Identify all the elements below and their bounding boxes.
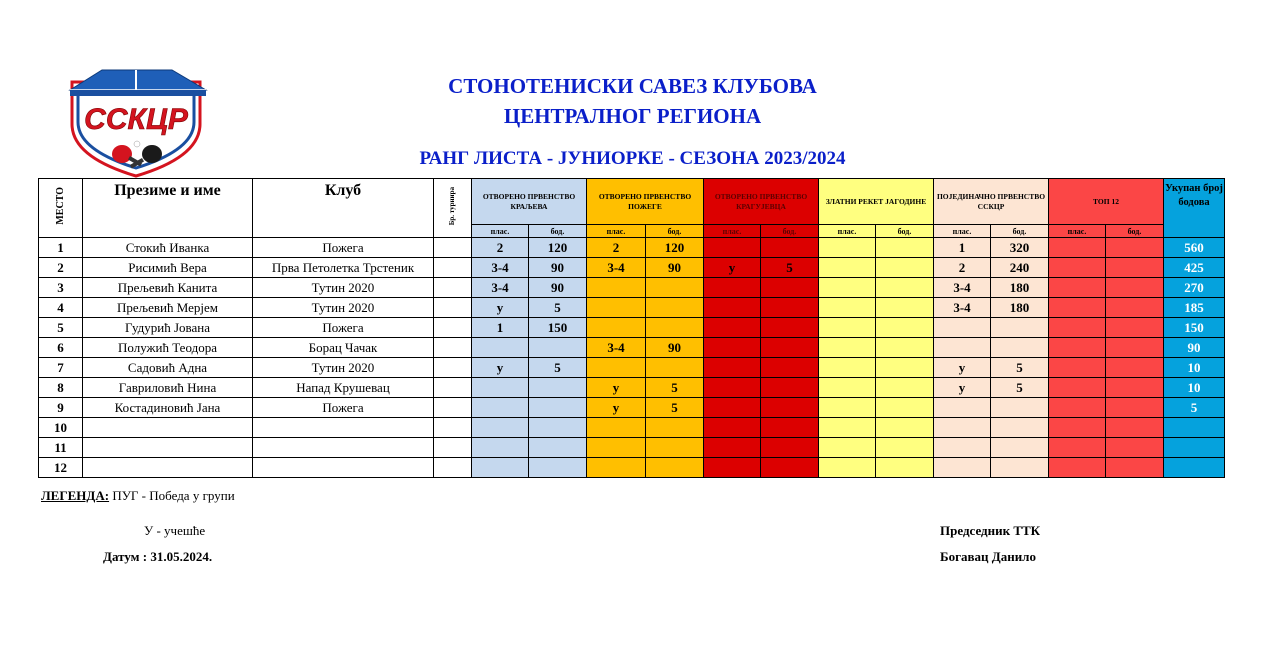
rank-header: МЕСТО — [39, 179, 83, 238]
rank-cell: 1 — [39, 238, 83, 258]
sub-header-place: плас. — [704, 225, 761, 238]
place-cell — [472, 378, 529, 398]
place-cell — [1049, 318, 1106, 338]
points-cell — [1106, 258, 1164, 278]
table-row — [39, 238, 1225, 258]
table-row — [39, 378, 1225, 398]
points-cell: 120 — [646, 238, 704, 258]
place-cell — [1049, 238, 1106, 258]
place-cell — [587, 458, 646, 478]
place-cell — [934, 318, 991, 338]
points-cell — [529, 458, 587, 478]
rank-cell: 10 — [39, 418, 83, 438]
header-title-line2: ЦЕНТРАЛНОГ РЕГИОНА — [503, 104, 762, 128]
club-cell: Прва Петолетка Трстеник — [253, 258, 434, 278]
points-cell — [761, 318, 819, 338]
name-cell — [83, 458, 253, 478]
tournament-header-kraljevo: ОТВОРЕНО ПРВЕНСТВО КРАЉЕВА — [472, 179, 587, 225]
legend — [41, 488, 235, 504]
tournament-count-cell — [434, 438, 472, 458]
tournament-count-cell — [434, 378, 472, 398]
place-cell: 3-4 — [587, 258, 646, 278]
points-cell — [991, 458, 1049, 478]
points-cell: 120 — [529, 238, 587, 258]
points-cell: 90 — [529, 258, 587, 278]
points-cell — [876, 358, 934, 378]
points-cell — [646, 418, 704, 438]
place-cell — [1049, 358, 1106, 378]
place-cell — [1049, 298, 1106, 318]
points-cell — [876, 278, 934, 298]
points-cell — [1106, 378, 1164, 398]
points-cell — [876, 458, 934, 478]
points-cell — [876, 438, 934, 458]
place-cell: 1 — [934, 238, 991, 258]
name-cell: Рисимић Вера — [83, 258, 253, 278]
place-cell — [704, 238, 761, 258]
points-cell: 5 — [646, 398, 704, 418]
place-cell — [819, 358, 876, 378]
points-cell: 5 — [646, 378, 704, 398]
rank-cell: 4 — [39, 298, 83, 318]
name-cell: Садовић Адна — [83, 358, 253, 378]
place-cell — [587, 418, 646, 438]
ranking-list-title: РАНГ ЛИСТА - ЈУНИОРКЕ - СЕЗОНА 2023/2024 — [419, 148, 846, 169]
name-cell: Полужић Теодора — [83, 338, 253, 358]
place-cell: у — [704, 258, 761, 278]
points-cell — [646, 298, 704, 318]
total-cell: 425 — [1164, 258, 1225, 278]
place-cell: у — [472, 298, 529, 318]
table-row — [39, 438, 1225, 458]
place-cell — [704, 358, 761, 378]
place-cell — [819, 418, 876, 438]
sub-header-place: плас. — [472, 225, 529, 238]
place-cell — [1049, 278, 1106, 298]
club-cell: Тутин 2020 — [253, 278, 434, 298]
total-cell — [1164, 418, 1225, 438]
name-cell: Гавриловић Нина — [83, 378, 253, 398]
points-cell — [876, 338, 934, 358]
total-cell: 185 — [1164, 298, 1225, 318]
header-title-line1: СТОНОТЕНИСКИ САВЕЗ КЛУБОВА — [448, 74, 817, 98]
club-cell: Пожега — [253, 318, 434, 338]
points-cell — [529, 398, 587, 418]
points-cell: 320 — [991, 238, 1049, 258]
points-cell: 180 — [991, 298, 1049, 318]
place-cell: 2 — [934, 258, 991, 278]
points-cell — [1106, 338, 1164, 358]
points-cell — [761, 298, 819, 318]
place-cell: у — [587, 378, 646, 398]
place-cell — [472, 438, 529, 458]
points-cell — [529, 378, 587, 398]
place-cell — [704, 298, 761, 318]
rank-cell: 5 — [39, 318, 83, 338]
tournament-header-sskcr: ПОЈЕДИНАЧНО ПРВЕНСТВО ССКЦР — [934, 179, 1049, 225]
place-cell — [472, 338, 529, 358]
place-cell — [704, 338, 761, 358]
place-cell — [704, 418, 761, 438]
place-cell: 3-4 — [472, 258, 529, 278]
place-cell: 1 — [472, 318, 529, 338]
total-cell: 10 — [1164, 378, 1225, 398]
points-cell — [876, 298, 934, 318]
total-cell: 90 — [1164, 338, 1225, 358]
sub-header-points: бод. — [876, 225, 934, 238]
legend-text: ПУГ - Победа у групи — [109, 488, 235, 503]
total-cell — [1164, 458, 1225, 478]
tournament-count-cell — [434, 338, 472, 358]
sub-header-place: плас. — [934, 225, 991, 238]
place-cell — [704, 458, 761, 478]
place-cell — [587, 298, 646, 318]
points-cell — [1106, 318, 1164, 338]
place-cell: 2 — [472, 238, 529, 258]
points-cell: 240 — [991, 258, 1049, 278]
points-cell — [876, 418, 934, 438]
points-cell — [1106, 458, 1164, 478]
total-cell: 10 — [1164, 358, 1225, 378]
ranking-table — [38, 178, 1225, 478]
place-cell — [472, 398, 529, 418]
sub-header-points: бод. — [646, 225, 704, 238]
table-row — [39, 258, 1225, 278]
table-row — [39, 278, 1225, 298]
place-cell — [704, 318, 761, 338]
place-cell: 2 — [587, 238, 646, 258]
table-row — [39, 458, 1225, 478]
name-cell: Прељевић Мерјем — [83, 298, 253, 318]
place-cell — [704, 438, 761, 458]
points-cell — [991, 338, 1049, 358]
place-cell — [934, 418, 991, 438]
place-cell: у — [472, 358, 529, 378]
rank-cell: 6 — [39, 338, 83, 358]
points-cell — [1106, 438, 1164, 458]
points-cell — [646, 438, 704, 458]
points-cell: 5 — [529, 358, 587, 378]
points-cell — [991, 418, 1049, 438]
points-cell — [761, 418, 819, 438]
place-cell — [819, 458, 876, 478]
points-cell — [1106, 418, 1164, 438]
points-cell — [646, 318, 704, 338]
points-cell — [761, 458, 819, 478]
sub-header-place: плас. — [819, 225, 876, 238]
place-cell — [934, 398, 991, 418]
signature-title: Председник ТТК — [940, 523, 1041, 538]
place-cell — [704, 378, 761, 398]
tournament-count-cell — [434, 238, 472, 258]
club-cell: Пожега — [253, 238, 434, 258]
points-cell: 90 — [646, 258, 704, 278]
place-cell — [1049, 398, 1106, 418]
points-cell — [876, 258, 934, 278]
total-cell: 270 — [1164, 278, 1225, 298]
points-cell — [761, 358, 819, 378]
place-cell — [819, 398, 876, 418]
place-cell — [1049, 438, 1106, 458]
tournament-header-top12: ТОП 12 — [1049, 179, 1164, 225]
tournament-count-cell — [434, 278, 472, 298]
legend-participation-note: У - учешће — [144, 523, 206, 538]
date: Датум : 31.05.2024. — [103, 549, 213, 564]
rank-cell: 3 — [39, 278, 83, 298]
table-row — [39, 398, 1225, 418]
place-cell — [819, 278, 876, 298]
place-cell — [819, 318, 876, 338]
place-cell — [934, 438, 991, 458]
name-cell: Гудурић Јована — [83, 318, 253, 338]
legend-label: ЛЕГЕНДА: — [41, 488, 110, 503]
name-cell: Стокић Иванка — [83, 238, 253, 258]
tournament-header-jagodina: ЗЛАТНИ РЕКЕТ ЈАГОДИНЕ — [819, 179, 934, 225]
name-cell: Костадиновић Јана — [83, 398, 253, 418]
club-cell: Напад Крушевац — [253, 378, 434, 398]
table-row — [39, 358, 1225, 378]
sub-header-place: плас. — [1049, 225, 1106, 238]
points-cell — [991, 438, 1049, 458]
place-cell — [704, 398, 761, 418]
table-row — [39, 318, 1225, 338]
name-cell — [83, 418, 253, 438]
place-cell: у — [587, 398, 646, 418]
points-cell — [991, 398, 1049, 418]
rank-cell: 12 — [39, 458, 83, 478]
points-cell — [761, 438, 819, 458]
points-cell — [1106, 358, 1164, 378]
total-cell: 5 — [1164, 398, 1225, 418]
club-cell — [253, 458, 434, 478]
club-cell: Борац Чачак — [253, 338, 434, 358]
total-cell — [1164, 438, 1225, 458]
tournament-count-cell — [434, 458, 472, 478]
place-cell: у — [934, 378, 991, 398]
place-cell — [819, 298, 876, 318]
name-cell: Прељевић Канита — [83, 278, 253, 298]
points-cell — [876, 398, 934, 418]
rank-cell: 11 — [39, 438, 83, 458]
place-cell — [934, 338, 991, 358]
points-cell: 5 — [991, 358, 1049, 378]
place-cell — [472, 418, 529, 438]
name-header: Презиме и име — [83, 179, 253, 238]
place-cell — [934, 458, 991, 478]
club-cell — [253, 438, 434, 458]
place-cell — [819, 438, 876, 458]
points-cell — [991, 318, 1049, 338]
points-cell — [1106, 298, 1164, 318]
club-cell: Тутин 2020 — [253, 358, 434, 378]
points-cell — [646, 358, 704, 378]
place-cell — [587, 438, 646, 458]
sub-header-points: бод. — [761, 225, 819, 238]
place-cell — [819, 378, 876, 398]
points-cell — [646, 278, 704, 298]
club-cell — [253, 418, 434, 438]
signature-name: Богавац Данило — [940, 549, 1036, 564]
place-cell — [819, 238, 876, 258]
tournament-count-header: Бр. турнира — [434, 179, 472, 238]
points-cell: 5 — [761, 258, 819, 278]
place-cell — [587, 358, 646, 378]
rank-cell: 2 — [39, 258, 83, 278]
points-cell — [761, 338, 819, 358]
place-cell — [587, 318, 646, 338]
total-header: Укупан број бодова — [1164, 179, 1225, 238]
total-cell: 560 — [1164, 238, 1225, 258]
rank-cell: 9 — [39, 398, 83, 418]
points-cell — [1106, 398, 1164, 418]
place-cell — [472, 458, 529, 478]
points-cell — [876, 318, 934, 338]
points-cell: 90 — [529, 278, 587, 298]
points-cell — [761, 278, 819, 298]
sub-header-place: плас. — [587, 225, 646, 238]
points-cell — [761, 398, 819, 418]
points-cell — [529, 438, 587, 458]
total-cell: 150 — [1164, 318, 1225, 338]
tournament-header-pozega: ОТВОРЕНО ПРВЕНСТВО ПОЖЕГЕ — [587, 179, 704, 225]
sub-header-points: бод. — [529, 225, 587, 238]
points-cell: 180 — [991, 278, 1049, 298]
table-row — [39, 418, 1225, 438]
place-cell — [819, 258, 876, 278]
tournament-count-cell — [434, 318, 472, 338]
name-cell — [83, 438, 253, 458]
place-cell: 3-4 — [934, 298, 991, 318]
place-cell: 3-4 — [587, 338, 646, 358]
place-cell — [587, 278, 646, 298]
place-cell: у — [934, 358, 991, 378]
points-cell: 150 — [529, 318, 587, 338]
place-cell — [704, 278, 761, 298]
logo-text: ССКЦР — [84, 103, 188, 136]
club-cell: Тутин 2020 — [253, 298, 434, 318]
points-cell — [646, 458, 704, 478]
rank-cell: 8 — [39, 378, 83, 398]
tournament-header-kragujevac: ОТВОРЕНО ПРВЕНСТВО КРАГУЈЕВЦА — [704, 179, 819, 225]
points-cell — [1106, 238, 1164, 258]
place-cell — [1049, 378, 1106, 398]
table-row — [39, 338, 1225, 358]
points-cell: 5 — [529, 298, 587, 318]
points-cell — [1106, 278, 1164, 298]
sub-header-points: бод. — [991, 225, 1049, 238]
points-cell — [761, 238, 819, 258]
points-cell: 90 — [646, 338, 704, 358]
points-cell: 5 — [991, 378, 1049, 398]
points-cell — [761, 378, 819, 398]
tournament-count-cell — [434, 358, 472, 378]
tournament-count-cell — [434, 298, 472, 318]
place-cell: 3-4 — [934, 278, 991, 298]
place-cell — [1049, 258, 1106, 278]
rank-cell: 7 — [39, 358, 83, 378]
points-cell — [876, 238, 934, 258]
place-cell — [1049, 338, 1106, 358]
place-cell: 3-4 — [472, 278, 529, 298]
points-cell — [876, 378, 934, 398]
tournament-count-cell — [434, 258, 472, 278]
tournament-count-cell — [434, 398, 472, 418]
place-cell — [819, 338, 876, 358]
sub-header-points: бод. — [1106, 225, 1164, 238]
table-row — [39, 298, 1225, 318]
sskcr-logo — [60, 62, 212, 180]
points-cell — [529, 418, 587, 438]
tournament-count-cell — [434, 418, 472, 438]
points-cell — [529, 338, 587, 358]
club-cell: Пожега — [253, 398, 434, 418]
place-cell — [1049, 418, 1106, 438]
place-cell — [1049, 458, 1106, 478]
club-header: Клуб — [253, 179, 434, 238]
